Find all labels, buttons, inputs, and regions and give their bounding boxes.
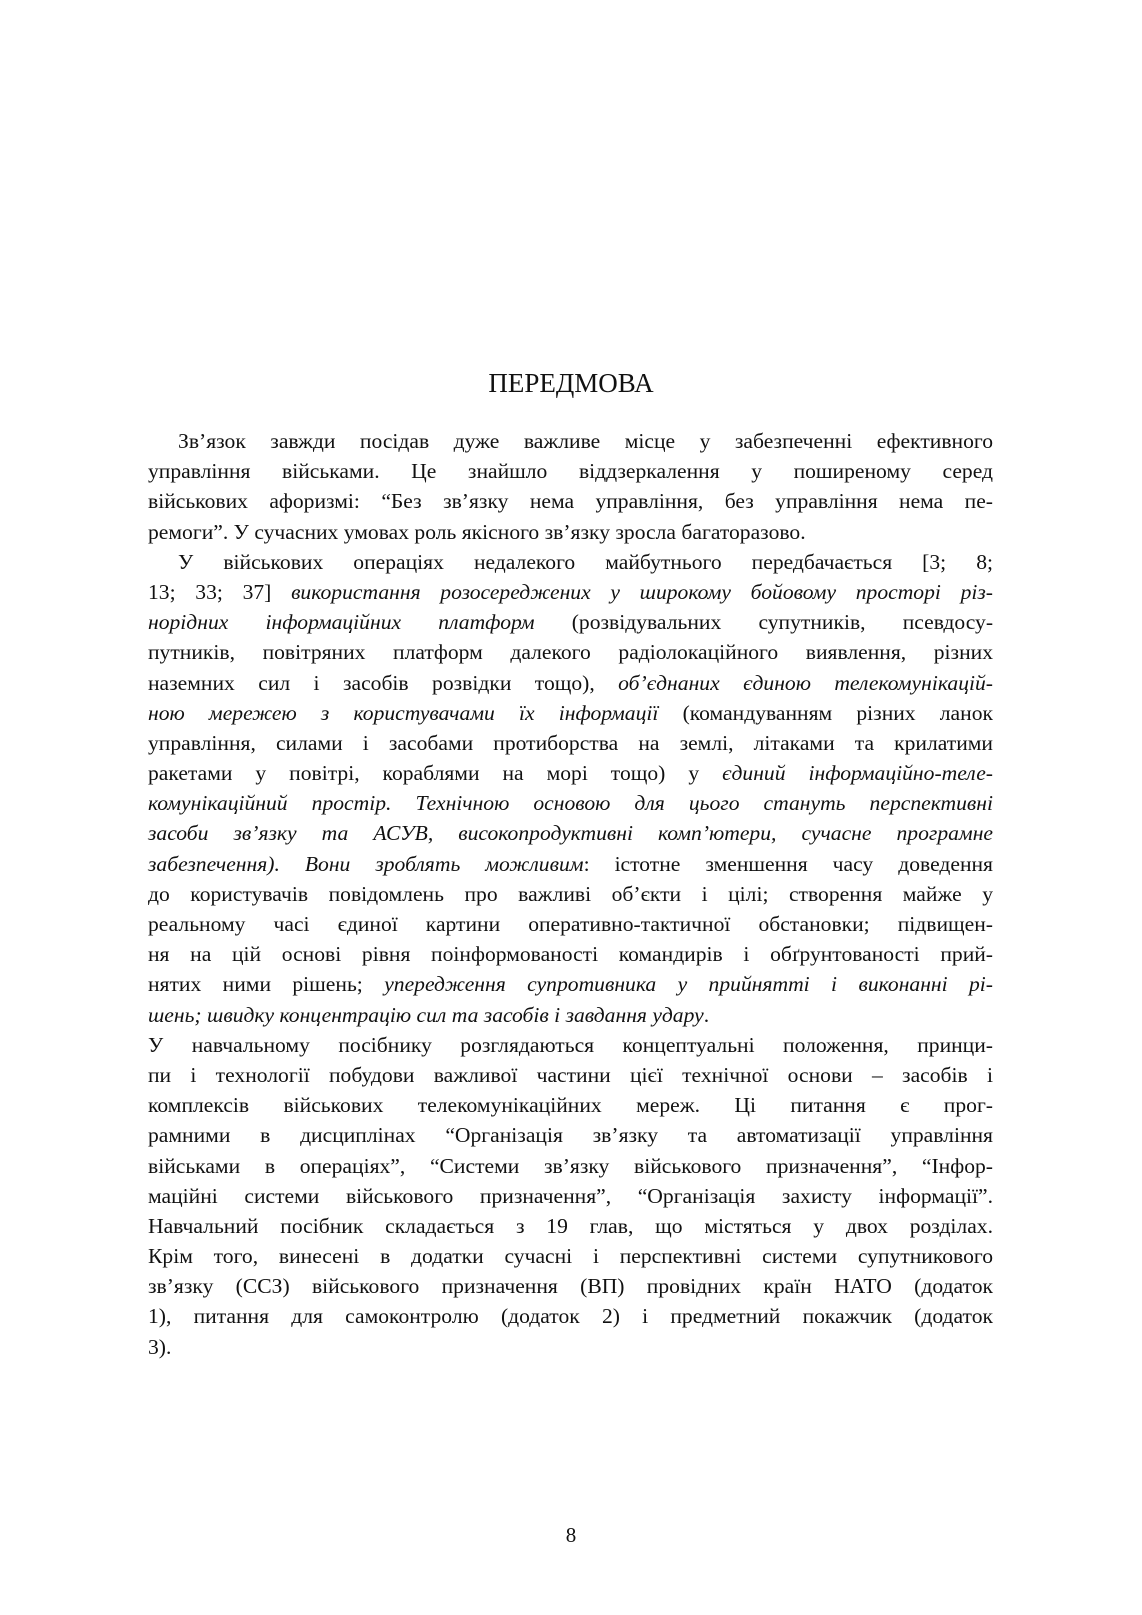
- body-text: [148, 426, 993, 1362]
- text-segment: пи і технології побудови важливої частини цієї технічної основи – засобів і: [148, 1062, 993, 1087]
- italic-text: об’єднаних єдиною телекомунікацій-: [618, 670, 993, 695]
- text-segment: ремоги”. У сучасних умовах роль якісного зв’язку зросла багаторазово.: [148, 519, 806, 544]
- text-line: [148, 728, 993, 758]
- text-segment: зв’язку (ССЗ) військового призначення (ВП) провідних країн НАТО (додаток: [148, 1274, 993, 1299]
- text-line: [148, 517, 993, 547]
- italic-text: норідних інформаційних платформ: [148, 610, 535, 635]
- text-segment: У навчальному посібнику розглядаються концептуальні положення, принци-: [148, 1032, 993, 1057]
- text-line: [148, 456, 993, 486]
- text-segment: Навчальний посібник складається з 19 глав, що містяться у двох розділах.: [148, 1213, 993, 1238]
- text-line: [148, 1332, 993, 1362]
- text-line: [148, 969, 993, 999]
- text-segment: 3).: [148, 1334, 172, 1359]
- page-title: ПЕРЕДМОВА: [488, 368, 654, 398]
- italic-text: використання розосереджених у широкому бойовому просторі різ-: [291, 579, 994, 604]
- text-line: [148, 788, 993, 818]
- text-segment: 1), питання для самоконтролю (додаток 2) і предметний покажчик (додаток: [148, 1304, 993, 1329]
- text-segment: Зв’язок завжди посідав дуже важливе місце у забезпеченні ефективного: [178, 429, 993, 453]
- text-line: [148, 547, 993, 577]
- text-line: [148, 1211, 993, 1241]
- text-line: [148, 1060, 993, 1090]
- text-segment: (розвідувальних супутників, псевдосу-: [534, 610, 994, 635]
- italic-text: упередження супротивника у прийнятті і виконанні рі-: [384, 972, 993, 997]
- text-segment: комплексів військових телекомунікаційних мереж. Ці питання є прог-: [148, 1093, 993, 1118]
- italic-text: ною мережею з користувачами їх інформації: [148, 700, 659, 725]
- text-line: [148, 939, 993, 969]
- text-line: [148, 758, 993, 788]
- text-line: [148, 1241, 993, 1271]
- text-line: [148, 818, 993, 848]
- text-line: [148, 1301, 993, 1331]
- text-line: [148, 1151, 993, 1181]
- text-segment: путників, повітряних платформ далекого радіолокаційного виявлення, різних: [148, 640, 993, 665]
- text-segment: наземних сил і засобів розвідки тощо),: [148, 670, 619, 695]
- text-segment: ня на цій основі рівня поінформованості командирів і обґрунтованості прий-: [148, 942, 993, 967]
- text-segment: : істотне зменшення часу доведення: [583, 851, 993, 876]
- italic-text: шень; швидку концентрацію сил та засобів і завдання удару: [148, 1002, 704, 1027]
- text-segment: Крім того, винесені в додатки сучасні і перспективні системи супутникового: [148, 1244, 993, 1269]
- text-line: [148, 879, 993, 909]
- text-line: [148, 637, 993, 667]
- text-line: [148, 1030, 993, 1060]
- text-line: [148, 1181, 993, 1211]
- text-segment: ракетами у повітрі, кораблями на морі тощо) у: [148, 761, 723, 786]
- text-segment: управління військами. Це знайшло віддзеркалення у поширеному серед: [148, 459, 993, 484]
- text-line: [148, 607, 993, 637]
- text-line: [148, 1090, 993, 1120]
- text-segment: реальному часі єдиної картини оперативно-тактичної обстановки; підвищен-: [148, 912, 993, 936]
- text-segment: рамними в дисциплінах “Організація зв’язку та автоматизації управління: [148, 1123, 993, 1148]
- text-segment: військових афоризмі: “Без зв’язку нема управління, без управління нема пе-: [148, 489, 993, 514]
- text-line: [148, 1271, 993, 1301]
- italic-text: єдиний інформаційно-теле-: [722, 761, 993, 786]
- page-number: 8: [565, 1523, 577, 1547]
- italic-text: засоби зв’язку та АСУВ, високопродуктивні комп’ютери, сучасне програмне: [148, 821, 993, 846]
- text-segment: управління, силами і засобами протиборства на землі, літаками та крилатими: [148, 730, 993, 755]
- text-segment: нятих ними рішень;: [148, 972, 385, 997]
- text-line: [148, 426, 993, 456]
- text-segment: маційні системи військового призначення”, “Організація захисту інформації”.: [148, 1183, 993, 1208]
- text-line: [148, 668, 993, 698]
- text-segment: .: [703, 1002, 710, 1027]
- italic-text: комунікаційний простір. Технічною основою для цього стануть перспективні: [148, 791, 993, 816]
- text-line: [148, 486, 993, 516]
- italic-text: забезпечення). Вони зроблять можливим: [148, 851, 584, 876]
- text-line: [148, 698, 993, 728]
- text-segment: до користувачів повідомлень про важливі об’єкти і цілі; створення майже у: [148, 881, 993, 906]
- text-segment: У військових операціях недалекого майбутнього передбачається [3; 8;: [178, 549, 993, 574]
- text-segment: 13; 33; 37]: [148, 579, 292, 604]
- text-line: [148, 909, 993, 939]
- text-line: [148, 1000, 993, 1030]
- text-line: [148, 1120, 993, 1150]
- text-line: [148, 577, 993, 607]
- text-segment: військами в операціях”, “Системи зв’язку військового призначення”, “Інфор-: [148, 1153, 993, 1178]
- text-segment: (командуванням різних ланок: [658, 700, 993, 725]
- text-line: [148, 849, 993, 879]
